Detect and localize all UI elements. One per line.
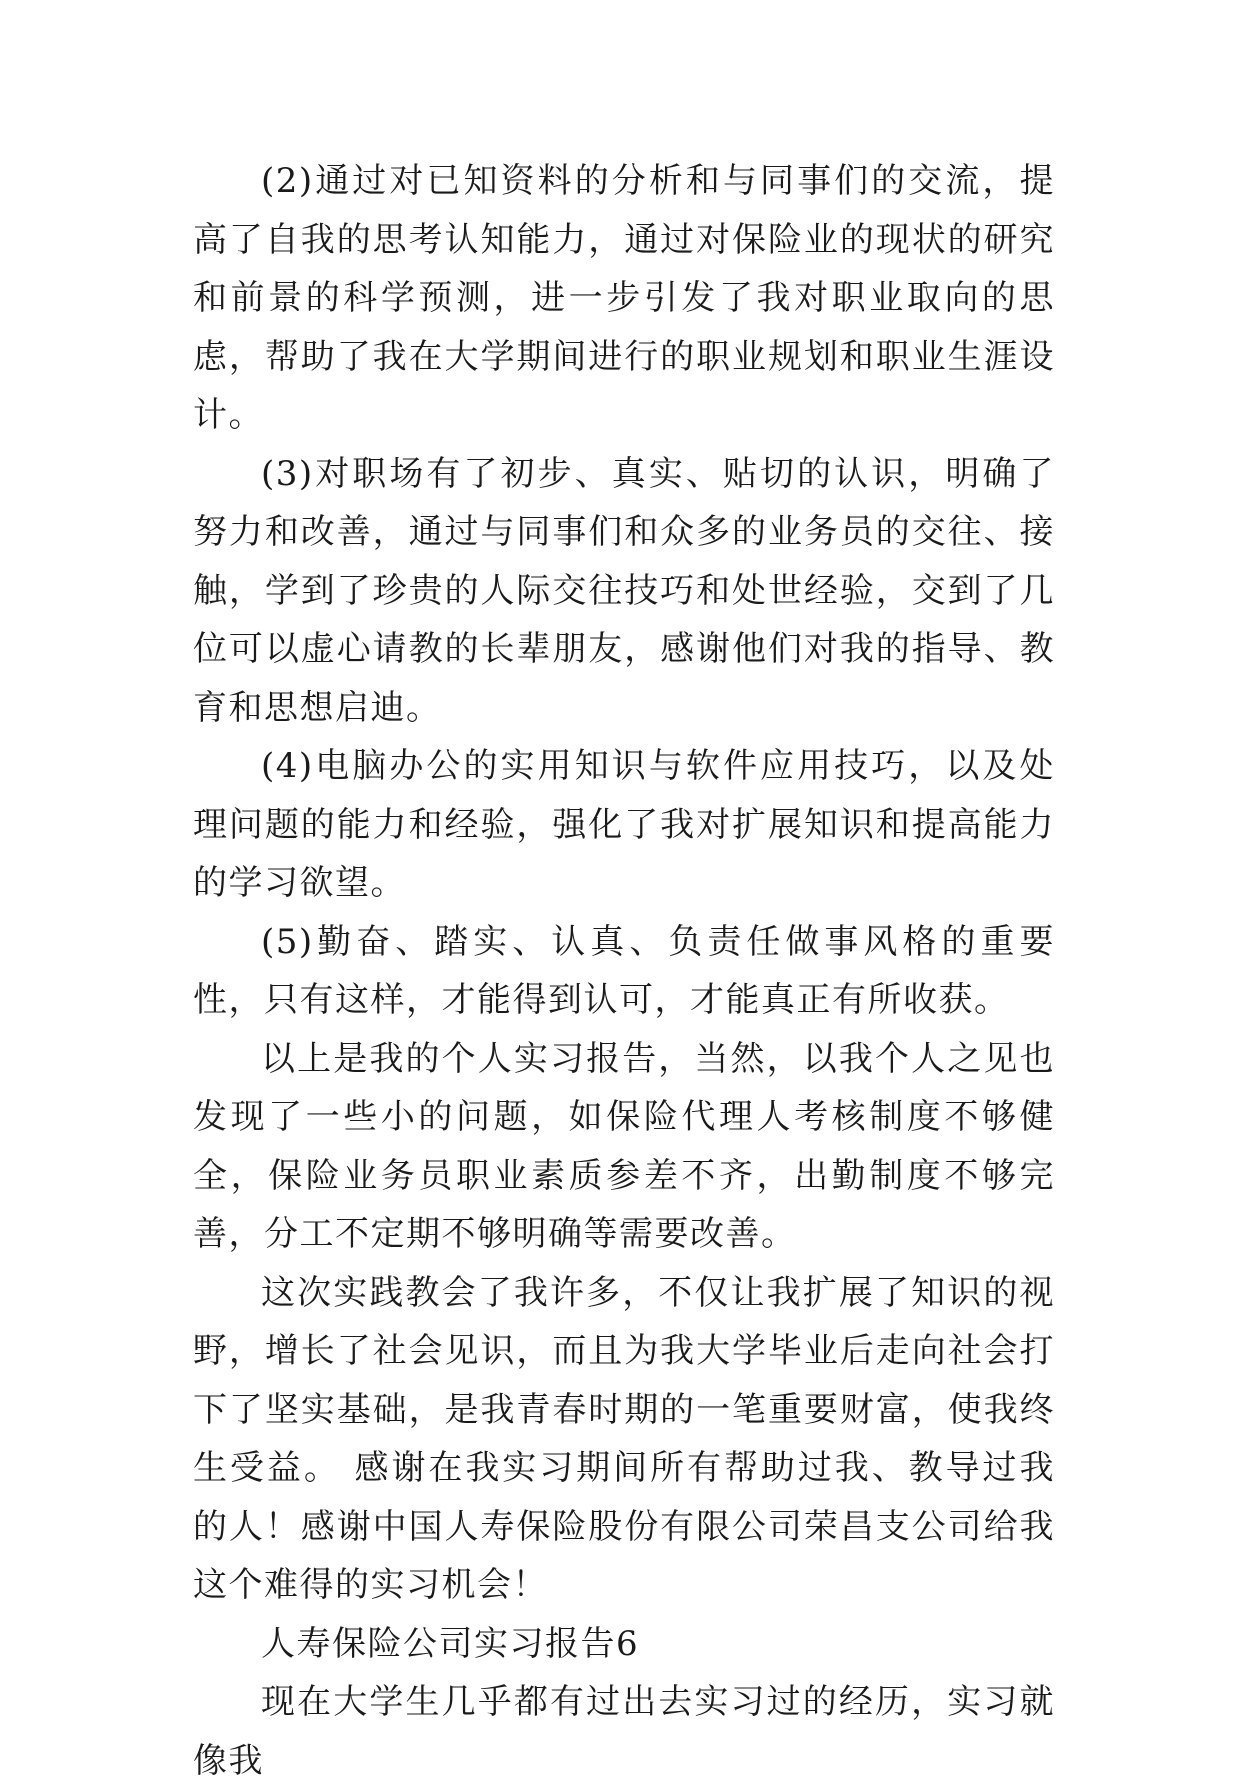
paragraph-item-4: (4)电脑办公的实用知识与软件应用技巧，以及处理问题的能力和经验，强化了我对扩展知识和提高能力的学习欲望。 <box>193 746 1055 903</box>
section-heading: 人寿保险公司实习报告6 <box>261 1623 640 1664</box>
paragraph-item-3: (3)对职场有了初步、真实、贴切的认识，明确了努力和改善，通过与同事们和众多的业务员的交往、接触，学到了珍贵的人际交往技巧和处世经验，交到了几位可以虚心请教的长辈朋友，感谢他们对我的指导、教育和思想启迪。 <box>193 453 1055 728</box>
paragraph-intro: 现在大学生几乎都有过出去实习过的经历，实习就像我 <box>193 1682 1055 1781</box>
paragraph-issues: 以上是我的个人实习报告，当然，以我个人之见也发现了一些小的问题，如保险代理人考核制度不够健全，保险业务员职业素质参差不齐，出勤制度不够完善，分工不定期不够明确等需要改善。 <box>193 1038 1055 1254</box>
document-body <box>193 152 1055 1790</box>
paragraph-item-2: (2)通过对已知资料的分析和与同事们的交流，提高了自我的思考认知能力，通过对保险业的现状的研究和前景的科学预测，进一步引发了我对职业取向的思虑，帮助了我在大学期间进行的职业规划和职业生涯设计。 <box>193 161 1055 435</box>
paragraph-item-5: (5)勤奋、踏实、认真、负责任做事风格的重要性，只有这样，才能得到认可，才能真正有所收获。 <box>193 921 1055 1020</box>
paragraph-thanks: 这次实践教会了我许多，不仅让我扩展了知识的视野，增长了社会见识，而且为我大学毕业后走向社会打下了坚实基础，是我青春时期的一笔重要财富，使我终生受益。 感谢在我实习期间所有帮助过我、教导过我的人！感谢中国人寿保险股份有限公司荣昌支公司给我这个难得的实习机会！ <box>193 1272 1055 1605</box>
